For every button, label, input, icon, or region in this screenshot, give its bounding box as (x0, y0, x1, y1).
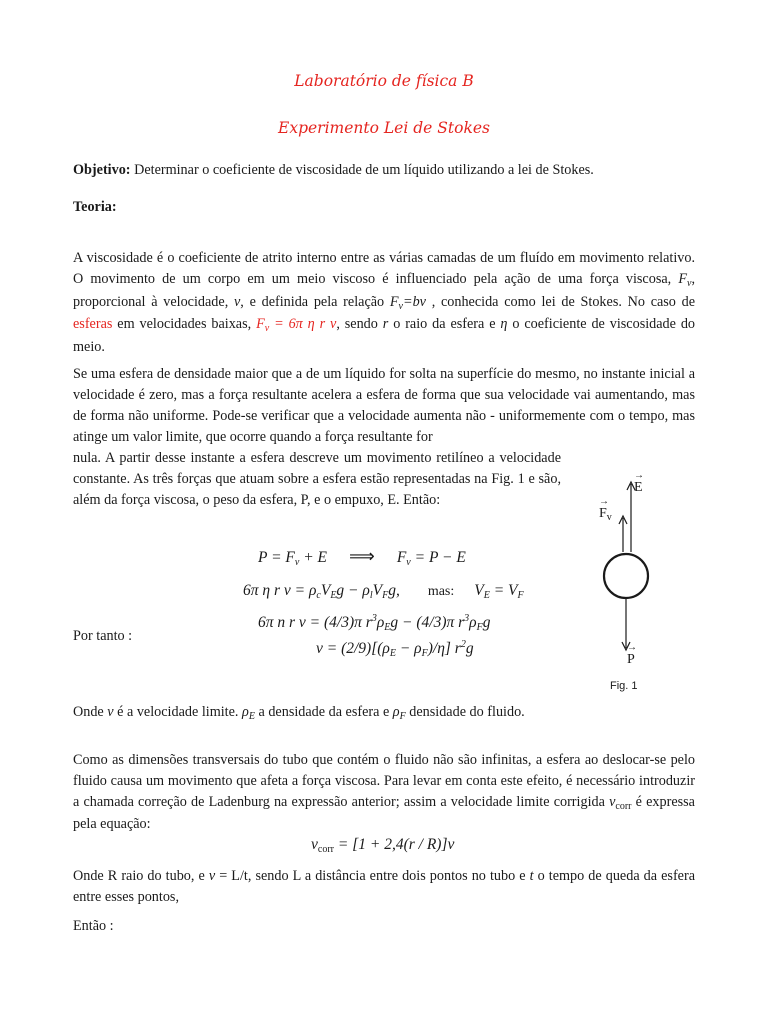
equation-corrected-velocity (311, 834, 454, 858)
eq-part: 6π η r v = ρ (243, 582, 317, 599)
eta-symbol: η (500, 316, 508, 333)
eq-part: V (372, 582, 383, 599)
label-fv-text: F (599, 506, 607, 521)
document-subtitle: Experimento Lei de Stokes (278, 119, 490, 137)
vcorr-symbol: v (609, 793, 616, 810)
teoria-label: Teoria: (73, 199, 117, 215)
esferas-highlight: esferas (73, 316, 113, 333)
forces-paragraph: nula. A partir desse instante a esfera descreve um movimento retilíneo a velocidade constante. As três forças que atuam sobre a esfera estão representadas na Fig. 1 e são, além da força viscosa, o peso da esfera, P, e o empuxo, E. Então: (73, 450, 561, 508)
text-span: em velocidades baixas, (112, 316, 257, 333)
por-tanto-label: Por tanto : (73, 628, 133, 644)
figure-caption: Fig. 1 (610, 680, 638, 692)
mas-label: mas: (427, 584, 455, 599)
teoria-heading (73, 197, 695, 218)
eq-part: ρ (469, 614, 477, 631)
viscosity-paragraph (73, 248, 695, 358)
equation-terminal-velocity (316, 638, 474, 662)
text-span: , conhecida como lei de Stokes. No caso de (425, 293, 696, 310)
ladenburg-paragraph (73, 750, 695, 835)
eq-part: V (320, 582, 331, 599)
eq-part: g (482, 614, 491, 631)
eq-part: P = F (258, 549, 295, 566)
document-title: Laboratório de física B (294, 72, 474, 90)
rho-e-sub: E (248, 711, 255, 722)
rho-e-symbol: ρ (242, 704, 249, 720)
eq-part: + E (299, 549, 328, 566)
relation-rest: =bv (403, 293, 426, 310)
eq-sub: E (330, 590, 337, 601)
rho-f-sub: F (399, 711, 406, 722)
objetivo-paragraph (73, 160, 695, 181)
text-span: , proporcional à velocidade, (73, 270, 695, 310)
label-p-text: P (627, 652, 635, 667)
text-span: Onde (73, 704, 108, 720)
relation-sub: v (398, 300, 403, 312)
text-span: o tempo de queda da esfera entre esses pontos, (73, 868, 695, 905)
eq-sub: c (316, 590, 321, 601)
text-span: , e definida pela relação (240, 293, 390, 310)
vector-arrow-icon: → (627, 642, 637, 653)
text-span: o coeficiente de viscosidade do meio. (73, 316, 696, 355)
text-span: Onde R raio do tubo, e (73, 868, 209, 884)
equation-density (243, 580, 524, 604)
text-span: Como as dimensões transversais do tubo que contém o fluido não são infinitas, a esfera ao deslocar-se pelo fluido causa um movimento que afeta a força viscosa. Para levar em conta este efeito, é necessário introduzir a chamada correção de Ladenburg na expressão anterior; assim a velocidade limite corrigida (73, 752, 695, 810)
text-span: A viscosidade é o coeficiente de atrito interno entre as várias camadas de um fluído em movimento relativo. O movimento de um corpo em um meio viscoso é influenciado pela ação de uma força viscosa, (73, 250, 695, 287)
eq-part: g − (4/3)π r (390, 614, 465, 631)
objetivo-text: Determinar o coeficiente de viscosidade de um líquido utilizando a lei de Stokes. (130, 162, 594, 178)
entao-label: Então : (73, 918, 114, 934)
eq-sub: E (483, 590, 490, 601)
eq-sub: F (382, 590, 389, 601)
eq-sub: v (294, 557, 300, 568)
eq-part: − ρ (395, 640, 422, 657)
relation-symbol: F (389, 293, 399, 310)
eq-sub: F (476, 622, 483, 633)
eq-sub: corr (317, 844, 334, 855)
text-span: , sendo (336, 316, 383, 333)
eq-part: = P − E (410, 549, 466, 566)
limit-velocity-paragraph (73, 702, 561, 725)
eq-part: = [1 + 2,4(r / R)]v (334, 836, 455, 853)
sphere-paragraph: Se uma esfera de densidade maior que a de um líquido for solta na superfície do mesmo, no instante inicial a velocidade é zero, mas a força resultante acelera a esfera de forma que sua velocidade vai aumentando, mas de forma não uniforme. Pode-se verificar que a velocidade aumenta não - uniformemente com o tempo, mas atinge um valor limite, que ocorre quando a força resultante for (73, 366, 695, 445)
v-symbol: v (208, 868, 216, 884)
label-e-text: E (634, 480, 643, 495)
eq-sub: v (406, 557, 411, 568)
v-symbol: v (233, 293, 241, 310)
eq-sub: E (389, 648, 396, 659)
eq-sup: 2 (460, 639, 466, 650)
text-span: é expressa pela equação: (73, 793, 695, 833)
eq-part: = V (489, 582, 518, 599)
eq-sub: F (517, 590, 524, 601)
vector-arrow-icon: → (599, 496, 609, 507)
eq-part: 6π n r v = (4/3)π r (258, 614, 372, 631)
fv-sub: v (687, 277, 692, 289)
objetivo-label: Objetivo: (73, 162, 131, 178)
stokes-law-symbol: F (256, 316, 265, 333)
implies-arrow: ⟹ (349, 546, 375, 566)
eq-part: v (311, 836, 318, 853)
sphere-circle (604, 554, 648, 598)
eq-part: g − ρ (336, 582, 370, 599)
r-symbol: r (382, 316, 389, 333)
v-symbol: v (107, 704, 114, 720)
fv-symbol: F (678, 270, 687, 287)
stokes-law-sub: v (264, 323, 270, 335)
rho-f-symbol: ρ (392, 704, 400, 720)
tube-paragraph (73, 866, 695, 908)
text-span: é a velocidade limite. (113, 704, 243, 720)
stokes-law-rest: = 6π η r v (269, 316, 337, 333)
label-fv (599, 496, 612, 526)
label-p (627, 642, 637, 671)
eq-sub: F (421, 648, 428, 659)
text-span: = L/t, sendo L a distância entre dois pontos no tubo e (215, 868, 530, 884)
vector-arrow-icon: → (634, 470, 644, 481)
eq-part: v = (2/9)[(ρ (316, 640, 390, 657)
t-symbol: t (529, 868, 534, 884)
eq-sup: 3 (371, 613, 377, 624)
eq-part: g, (388, 582, 400, 599)
eq-sub: l (369, 590, 373, 601)
vcorr-sub: corr (615, 800, 632, 812)
eq-part: )/η] r (427, 640, 461, 657)
label-e (634, 470, 644, 499)
eq-sup: 3 (464, 613, 470, 624)
eq-part: ρ (376, 614, 385, 631)
text-span: o raio da esfera e (388, 316, 501, 333)
label-fv-sub: v (606, 512, 612, 523)
eq-part: g (465, 640, 474, 657)
eq-part: V (474, 582, 484, 599)
equation-volume (258, 612, 490, 636)
text-span: densidade do fluido. (405, 704, 525, 720)
eq-part: F (396, 549, 407, 566)
eq-sub: E (384, 622, 391, 633)
equation-force-balance (258, 543, 466, 571)
text-span: a densidade da esfera e (254, 704, 393, 720)
